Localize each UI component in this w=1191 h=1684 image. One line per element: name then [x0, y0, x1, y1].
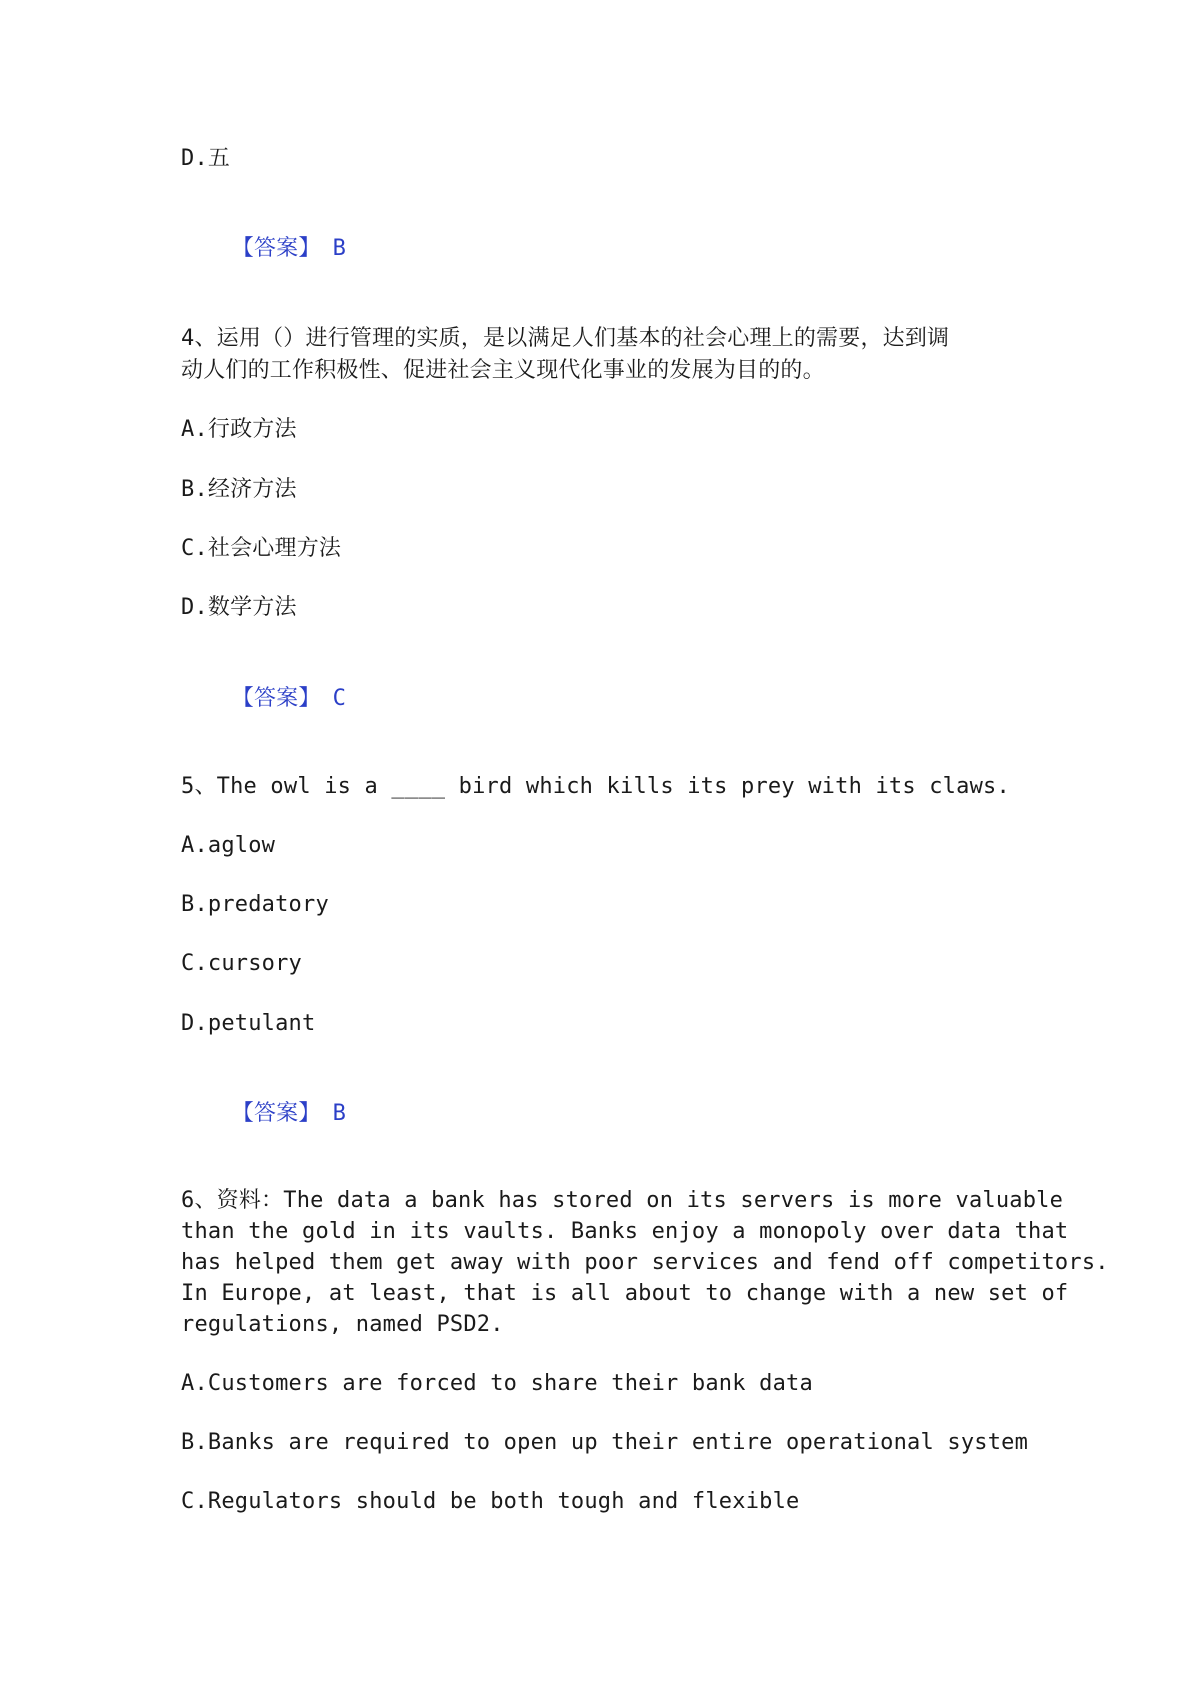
q4-option-a: A.行政方法	[181, 417, 297, 442]
q5-option-d: D.petulant	[181, 1011, 316, 1036]
answer-label: 【答案】	[231, 1101, 321, 1126]
q5-answer	[178, 1066, 346, 1162]
q6-stem-line-1: 6、资料：The data a bank has stored on its servers is more valuable	[181, 1188, 1064, 1213]
answer-value: B	[332, 236, 347, 261]
q6-option-c: C.Regulators should be both tough and flexible	[181, 1489, 800, 1514]
q3-answer	[178, 201, 346, 297]
answer-value: C	[332, 686, 347, 711]
answer-value: B	[332, 1101, 347, 1126]
q4-option-c: C.社会心理方法	[181, 536, 342, 561]
q5-option-c: C.cursory	[181, 951, 303, 976]
q5-option-b: B.predatory	[181, 892, 329, 917]
q6-stem-line-5: regulations, named PSD2.	[181, 1312, 504, 1337]
q5-stem: 5、The owl is a ____ bird which kills its prey with its claws.	[181, 774, 1010, 799]
q6-stem-line-4: In Europe, at least, that is all about to change with a new set of	[181, 1281, 1069, 1306]
q4-option-d: D.数学方法	[181, 595, 297, 620]
q6-option-b: B.Banks are required to open up their entire operational system	[181, 1430, 1029, 1455]
q4-answer	[178, 651, 346, 747]
q6-option-a: A.Customers are forced to share their bank data	[181, 1371, 813, 1396]
q4-stem-line-2: 动人们的工作积极性、促进社会主义现代化事业的发展为目的的。	[181, 358, 825, 383]
answer-label: 【答案】	[231, 686, 321, 711]
q4-stem-line-1: 4、运用（）进行管理的实质，是以满足人们基本的社会心理上的需要，达到调	[181, 326, 950, 351]
q3-option-d: D.五	[181, 146, 231, 171]
q6-stem-line-3: has helped them get away with poor services and fend off competitors.	[181, 1250, 1109, 1275]
q4-option-b: B.经济方法	[181, 477, 297, 502]
answer-label: 【答案】	[231, 236, 321, 261]
q6-stem-line-2: than the gold in its vaults. Banks enjoy a monopoly over data that	[181, 1219, 1069, 1244]
q5-option-a: A.aglow	[181, 833, 276, 858]
